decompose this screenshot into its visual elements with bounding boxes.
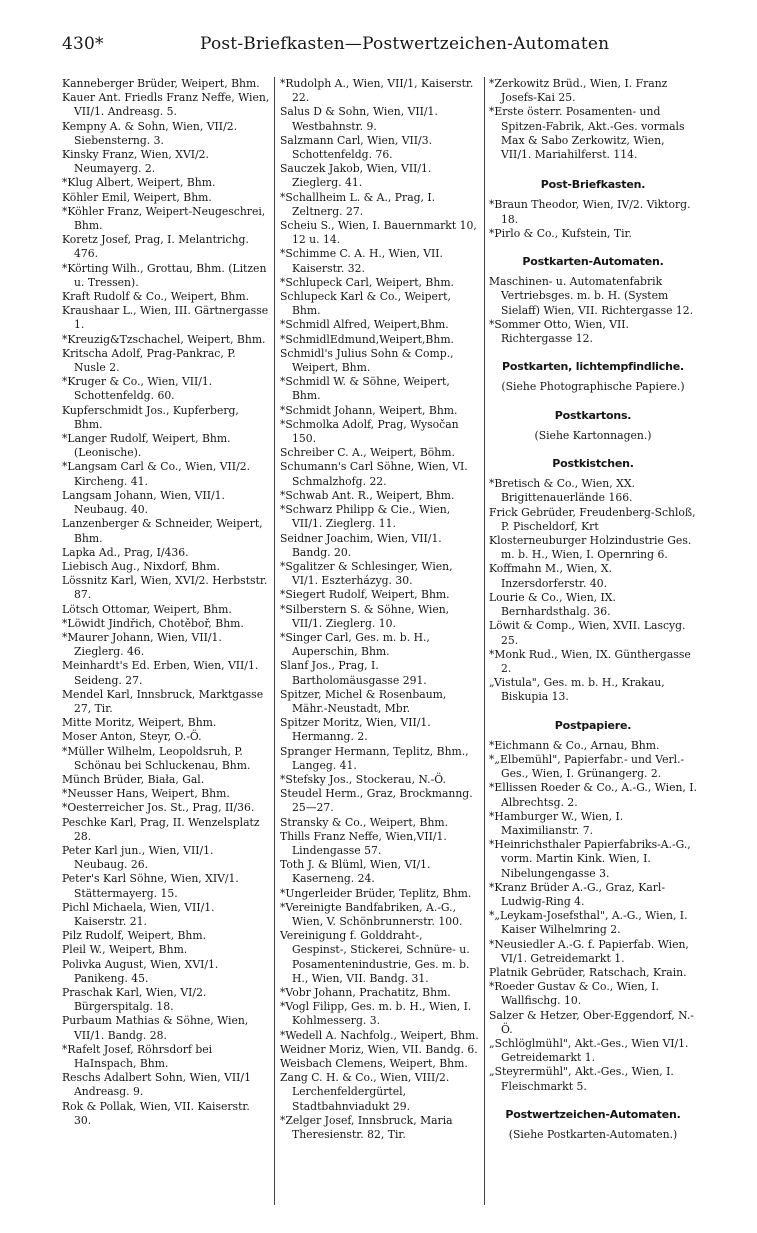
directory-entry: Salzer & Hetzer, Ober-Eggendorf, N.-Ö.	[489, 1008, 694, 1036]
directory-entry: Kinsky Franz, Wien, XVI/2. Neumayerg. 2.	[62, 148, 209, 176]
directory-entry: Sauczek Jakob, Wien, VII/1. Zieglerg. 41.	[280, 162, 432, 190]
directory-entry: *Schwarz Philipp & Cie., Wien, VII/1. Zieglerg. 11.	[280, 503, 451, 531]
directory-entry: *„Elbemühl", Papierfabr.- und Verl.-Ges., Wien, I. Grünangerg. 2.	[489, 752, 685, 781]
directory-entry: *Kruger & Co., Wien, VII/1. Schottenfeldg. 60.	[62, 375, 213, 403]
directory-entry: Vereinigung f. Golddraht-, Gespinst-, Stickerei, Schnüre- u. Posamentenindustrie, Ges. m. b. H., Wien, VII. Bandg. 31.	[280, 929, 470, 985]
directory-entry: *Schlupeck Carl, Weipert, Bhm.	[280, 275, 454, 289]
directory-entry: *Erste österr. Posamenten- und Spitzen-Fabrik, Akt.-Ges. vormals Max & Sabo Zerkowitz, Wien, VII/1. Mariahilferst. 114.	[489, 105, 685, 162]
directory-entry: Münch Brüder, Biała, Gal.	[62, 772, 205, 786]
directory-entry: Weidner Moriz, Wien, VII. Bandg. 6.	[280, 1042, 478, 1056]
directory-entry: Praschak Karl, Wien, VI/2. Bürgerspitalg. 18.	[62, 986, 207, 1014]
entries-zerkowitz	[489, 77, 697, 162]
section-postkarten-automaten	[489, 275, 697, 346]
directory-entry: *Klug Albert, Weipert, Bhm.	[62, 176, 216, 190]
directory-entry: *Silberstern S. & Söhne, Wien, VII/1. Zieglerg. 10.	[280, 602, 450, 630]
heading-postpapiere: Postpapiere.	[554, 718, 632, 732]
directory-entry: Weisbach Clemens, Weipert, Bhm.	[280, 1057, 468, 1071]
directory-entry: *Ungerleider Brüder, Teplitz, Bhm.	[280, 886, 472, 900]
directory-entry: Steudel Herm., Graz, Brockmanng. 25—27.	[280, 787, 473, 815]
directory-entry: Schumann's Carl Söhne, Wien, VI. Schmalzhofg. 22.	[280, 460, 468, 488]
directory-entry: Kempny A. & Sohn, Wien, VII/2. Siebensterng. 3.	[62, 119, 238, 147]
directory-entry: *Braun Theodor, Wien, IV/2. Viktorg. 18.	[489, 198, 691, 226]
directory-entry: Kanneberger Brüder, Weipert, Bhm.	[62, 77, 260, 90]
directory-entry: *Körting Wilh., Grottau, Bhm. (Litzen u. Tressen).	[62, 261, 267, 289]
section-postpapiere	[489, 739, 697, 1094]
directory-entry: Peter Karl jun., Wien, VII/1. Neubaug. 26.	[62, 843, 214, 872]
directory-entry: Klosterneuburger Holzindustrie Ges. m. b. H., Wien, I. Opernring 6.	[489, 534, 692, 562]
directory-entry: Mitte Moritz, Weipert, Bhm.	[62, 716, 217, 730]
directory-entry: *SchmidlEdmund,Weipert,Bhm.	[280, 332, 454, 346]
directory-entry: Pichl Michaela, Wien, VII/1. Kaiserstr. 21.	[62, 900, 215, 928]
directory-entry: Pilz Rudolf, Weipert, Bhm.	[62, 929, 206, 943]
directory-entry: *Neusser Hans, Weipert, Bhm.	[62, 787, 230, 801]
directory-entry: *Sommer Otto, Wien, VII. Richtergasse 12.	[489, 317, 629, 346]
directory-entry: *Oesterreicher Jos. St., Prag, II/36.	[62, 801, 255, 815]
directory-entry: „Vistula", Ges. m. b. H., Krakau, Biskupia 13.	[489, 676, 665, 704]
heading-postkistchen: Postkistchen.	[552, 457, 634, 471]
directory-entry: *Heinrichsthaler Papierfabriks-A.-G., vorm. Martin Kink. Wien, I. Nibelungengasse 3.	[489, 838, 691, 880]
directory-entry: Pleil W., Weipert, Bhm.	[62, 943, 188, 957]
heading-postwertzeichen-automaten: Postwertzeichen-Automaten.	[505, 1107, 681, 1121]
directory-entry: Lourie & Co., Wien, IX. Bernhardsthalg. 36.	[489, 590, 616, 619]
directory-entry: Schlupeck Karl & Co., Weipert, Bhm.	[280, 290, 451, 318]
directory-entry: *Rudolph A., Wien, VII/1, Kaiserstr. 22.	[280, 77, 474, 105]
directory-entry: *„Leykam-Josefsthal", A.-G., Wien, I. Kaiser Wilhelmring 2.	[489, 909, 688, 937]
directory-entry: Lanzenberger & Schneider, Weipert, Bhm.	[62, 517, 263, 545]
directory-entry: *Eichmann & Co., Arnau, Bhm.	[489, 738, 660, 752]
directory-entry: Meinhardt's Ed. Erben, Wien, VII/1. Seideng. 27.	[62, 659, 259, 687]
directory-entry: *Vobr Johann, Prachatitz, Bhm.	[280, 986, 451, 999]
directory-entry: Mendel Karl, Innsbruck, Marktgasse 27, Tir.	[62, 687, 264, 715]
directory-entry: Spitzer, Michel & Rosenbaum, Mähr.-Neustadt, Mbr.	[280, 687, 447, 715]
directory-entry: Purbaum Mathias & Söhne, Wien, VII/1. Bandg. 28.	[62, 1014, 249, 1042]
section-postkistchen	[489, 477, 697, 704]
directory-entry: Schmidl's Julius Sohn & Comp., Weipert, Bhm.	[280, 346, 454, 375]
directory-entry: Kraushaar L., Wien, III. Gärtnergasse 1.	[62, 304, 269, 332]
heading-postkarten-automaten: Postkarten-Automaten.	[522, 255, 664, 269]
directory-entry: Peter's Karl Söhne, Wien, XIV/1. Stättermayerg. 15.	[62, 872, 239, 900]
directory-entry: Löwit & Comp., Wien, XVII. Lascyg. 25.	[489, 619, 686, 647]
directory-entry: Stransky & Co., Weipert, Bhm.	[280, 815, 449, 829]
directory-entry: Scheiu S., Wien, I. Bauernmarkt 10, 12 u. 14.	[280, 219, 477, 247]
directory-entry: *Schmolka Adolf, Prag, Wysočan 150.	[280, 417, 459, 446]
directory-entry: *Löwidt Jindřich, Chotěboř, Bhm.	[62, 616, 244, 630]
directory-entry: Slanf Jos., Prag, I. Bartholomäusgasse 291.	[280, 659, 427, 687]
directory-entry: Rok & Pollak, Wien, VII. Kaiserstr. 30.	[62, 1099, 250, 1127]
directory-entry: *Kranz Brüder A.-G., Graz, Karl-Ludwig-Ring 4.	[489, 880, 666, 908]
directory-entry: Liebisch Aug., Nixdorf, Bhm.	[62, 559, 220, 573]
directory-entry: Frick Gebrüder, Freudenberg-Schloß, P. Pischeldorf, Krt	[489, 505, 696, 533]
directory-entry: Kupferschmidt Jos., Kupferberg, Bhm.	[62, 403, 239, 431]
directory-entry: Spitzer Moritz, Wien, VII/1. Hermanng. 2.	[280, 716, 431, 744]
directory-entry: Toth J. & Blüml, Wien, VI/1. Kaserneng. 24.	[280, 858, 431, 886]
directory-entry: Koretz Josef, Prag, I. Melantrichg. 476.	[62, 233, 249, 261]
directory-entry: Salzmann Carl, Wien, VII/3. Schottenfeldg. 76.	[280, 133, 432, 162]
directory-entry: *Pirlo & Co., Kufstein, Tir.	[489, 226, 632, 240]
page-title: Post-Briefkasten—Postwertzeichen-Automaten	[200, 34, 610, 54]
directory-entry: Kraft Rudolf & Co., Weipert, Bhm.	[62, 290, 249, 304]
directory-entry: Lapka Ad., Prag, I/436.	[62, 545, 189, 559]
directory-entry: Seidner Joachim, Wien, VII/1. Bandg. 20.	[280, 531, 442, 559]
page-number: 430*	[62, 34, 104, 54]
directory-entry: Kauer Ant. Friedls Franz Neffe, Wien, VII/1. Andreasg. 5.	[62, 91, 270, 119]
directory-entry: *Zerkowitz Brüd., Wien, I. Franz Josefs-Kai 25.	[489, 77, 668, 105]
directory-entry: *Siegert Rudolf, Weipert, Bhm.	[280, 588, 450, 602]
heading-postkartons: Postkartons.	[554, 408, 632, 422]
directory-entry: Salus D & Sohn, Wien, VII/1. Westbahnstr. 9.	[280, 105, 438, 133]
directory-entry: *Neusiedler A.-G. f. Papierfab. Wien, VI/1. Getreidemarkt 1.	[489, 937, 689, 965]
directory-entry: *Schmidl Alfred, Weipert,Bhm.	[280, 318, 449, 332]
column-1	[62, 77, 270, 1207]
directory-entry: Polivka August, Wien, XVI/1. Panikeng. 45.	[62, 957, 219, 985]
directory-entry: *Singer Carl, Ges. m. b. H., Auperschin, Bhm.	[280, 630, 430, 659]
directory-entry: *Wedell A. Nachfolg., Weipert, Bhm.	[280, 1028, 479, 1042]
directory-entry: Kritscha Adolf, Prag-Pankrac, P. Nusle 2.	[62, 346, 236, 375]
directory-entry: „Steyrermühl", Akt.-Ges., Wien, I. Fleischmarkt 5.	[489, 1065, 674, 1093]
directory-entry: *Stefsky Jos., Stockerau, N.-Ö.	[280, 772, 446, 786]
directory-entry: Lötsch Ottomar, Weipert, Bhm.	[62, 602, 232, 616]
directory-entry: Schreiber C. A., Weipert, Böhm.	[280, 446, 455, 460]
directory-entry: Moser Anton, Steyr, O.-Ö.	[62, 730, 202, 744]
note-kartonnagen: (Siehe Kartonnagen.)	[534, 428, 652, 442]
directory-entry: Köhler Emil, Weipert, Bhm.	[62, 190, 212, 204]
directory-entry: *Zelger Josef, Innsbruck, Maria Theresienstr. 82, Tir.	[280, 1113, 453, 1142]
directory-entry: Koffmahn M., Wien, X. Inzersdorferstr. 40.	[489, 562, 612, 590]
section-post-briefkasten	[489, 198, 697, 241]
directory-entry: Thills Franz Neffe, Wien,VII/1. Lindengasse 57.	[280, 829, 447, 857]
directory-entry: *Monk Rud., Wien, IX. Günthergasse 2.	[489, 647, 691, 675]
note-postkarten-automaten: (Siehe Postkarten-Automaten.)	[508, 1128, 678, 1141]
directory-entry: *Vogl Filipp, Ges. m. b. H., Wien, I. Kohlmesserg. 3.	[280, 1000, 472, 1028]
directory-entry: Lössnitz Karl, Wien, XVI/2. Herbststr. 87.	[62, 574, 268, 602]
directory-entry: Maschinen- u. Automatenfabrik Vertriebsges. m. b. H. (System Sielaff) Wien, VII. Richtergasse 12.	[489, 275, 694, 317]
directory-entry: *Müller Wilhelm, Leopoldsruh, P. Schönau bei Schluckenau, Bhm.	[62, 744, 251, 772]
directory-entry: *Langsam Carl & Co., Wien, VII/2. Kircheng. 41.	[62, 460, 251, 488]
heading-post-briefkasten: Post-Briefkasten.	[540, 178, 646, 192]
directory-entry: „Schlöglmühl", Akt.-Ges., Wien VI/1. Getreidemarkt 1.	[489, 1036, 689, 1065]
directory-entry: *Schallheim L. & A., Prag, I. Zeltnerg. 27.	[280, 190, 436, 218]
directory-entry: Zang C. H. & Co., Wien, VIII/2. Lerchenfeldergürtel, Stadtbahnviadukt 29.	[280, 1071, 450, 1113]
directory-entry: *Roeder Gustav & Co., Wien, I. Wallfischg. 10.	[489, 980, 659, 1008]
directory-entry: *Schwab Ant. R., Weipert, Bhm.	[280, 488, 455, 502]
directory-entry: Langsam Johann, Wien, VII/1. Neubaug. 40.	[62, 488, 225, 517]
directory-entry: *Schimme C. A. H., Wien, VII. Kaiserstr. 32.	[280, 247, 443, 275]
directory-entry: *Rafelt Josef, Röhrsdorf bei HaInspach, Bhm.	[62, 1042, 213, 1071]
directory-entry: Spranger Hermann, Teplitz, Bhm., Langeg. 41.	[280, 744, 469, 772]
directory-entry: *Hamburger W., Wien, I. Maximilianstr. 7.	[489, 809, 624, 837]
directory-entry: *Maurer Johann, Wien, VII/1. Zieglerg. 46.	[62, 630, 222, 659]
directory-entry: *Schmidl W. & Söhne, Weipert, Bhm.	[280, 375, 450, 403]
column-divider-right	[484, 77, 485, 1205]
directory-entry: *Köhler Franz, Weipert-Neugeschrei, Bhm.	[62, 204, 266, 233]
directory-entry: Reschs Adalbert Sohn, Wien, VII/1 Andreasg. 9.	[62, 1071, 251, 1099]
column-3	[489, 77, 697, 1207]
heading-postkarten-lichtempfindliche: Postkarten, lichtempfindliche.	[502, 360, 684, 374]
directory-entry: *Langer Rudolf, Weipert, Bhm. (Leonische).	[62, 432, 231, 460]
directory-entry: Peschke Karl, Prag, II. Wenzelsplatz 28.	[62, 815, 260, 843]
directory-entry: *Ellissen Roeder & Co., A.-G., Wien, I. Albrechtsg. 2.	[489, 781, 697, 809]
directory-entry: *Bretisch & Co., Wien, XX. Brigittenauerlände 166.	[489, 477, 635, 505]
directory-entry: *Sgalitzer & Schlesinger, Wien, VI/1. Eszterházyg. 30.	[280, 559, 453, 588]
column-2	[280, 77, 480, 1207]
directory-entry: *Vereinigte Bandfabriken, A.-G., Wien, V. Schönbrunnerstr. 100.	[280, 900, 463, 928]
directory-entry: Platnik Gebrüder, Ratschach, Krain.	[489, 965, 687, 979]
note-photographische-papiere: (Siehe Photographische Papiere.)	[501, 380, 685, 394]
directory-entry: *Schmidt Johann, Weipert, Bhm.	[280, 403, 458, 417]
directory-entry: *Kreuzig&Tzschachel, Weipert, Bhm.	[62, 332, 266, 346]
column-divider-left	[274, 77, 275, 1205]
